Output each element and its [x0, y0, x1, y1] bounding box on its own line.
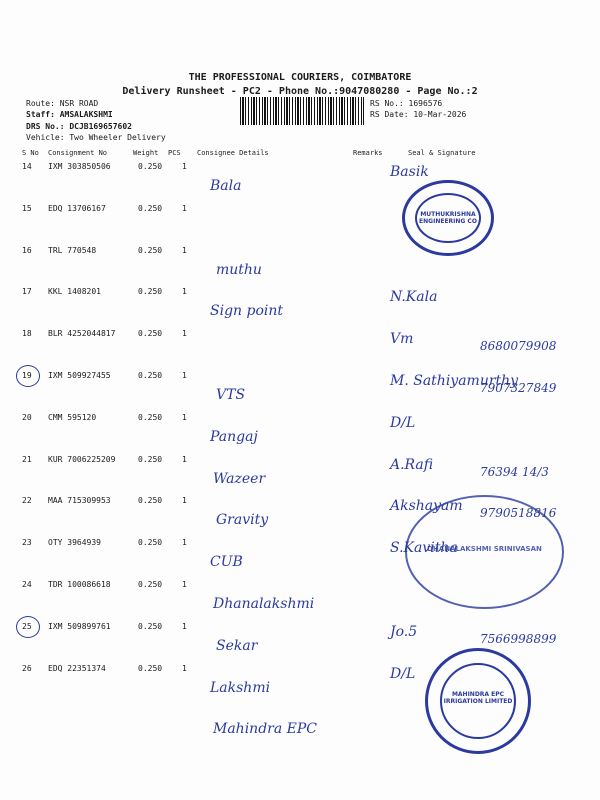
row-circle-mark: [16, 365, 40, 387]
col-seal: Seal & Signature: [408, 149, 476, 157]
consignee-handwriting: VTS: [216, 387, 246, 403]
row-pcs: 1: [182, 329, 187, 339]
row-pcs: 1: [182, 371, 187, 380]
row-weight: 0.250: [138, 412, 163, 422]
consignee-handwriting: muthu: [216, 261, 262, 278]
signature-handwriting: N.Kala: [390, 289, 438, 306]
stamp-text: MUTHUKRISHNA ENGINEERING CO: [419, 211, 477, 225]
row-weight: 0.250: [138, 287, 163, 297]
consignee-handwriting: CUB: [210, 554, 243, 571]
row-sno: 15: [22, 203, 32, 213]
col-remarks: Remarks: [353, 149, 383, 157]
col-sno: S No: [22, 149, 39, 157]
row-consignment: TRL 770548: [48, 245, 97, 255]
col-pcs: PCS: [168, 149, 181, 157]
signature-handwriting: D/L: [390, 414, 416, 431]
header-title: THE PROFESSIONAL COURIERS, COIMBATORE: [188, 72, 412, 83]
row-consignment: OTY 3964939: [48, 538, 101, 548]
row-consignment: EDQ 22351374: [48, 663, 106, 673]
stamp-text: DHANALAKSHMI SRINIVASAN: [427, 545, 542, 553]
row-pcs: 1: [182, 203, 187, 213]
consignee-handwriting: Gravity: [216, 512, 269, 529]
row-pcs: 1: [182, 496, 187, 506]
staff: Staff: AMSALAKSHMI: [26, 110, 113, 119]
row-consignment: IXM 509927455: [48, 371, 111, 380]
barcode: [240, 97, 364, 125]
row-sno: 20: [22, 412, 32, 422]
row-pcs: 1: [182, 454, 187, 464]
row-consignment: IXM 509899761: [48, 621, 111, 631]
row-sno: 19: [22, 371, 32, 380]
row-sno: 26: [22, 663, 32, 673]
stamp-dhanalakshmi: [405, 495, 564, 609]
remark-handwriting: 7566998899: [480, 631, 557, 646]
route: Route: NSR ROAD: [26, 99, 99, 108]
consignee-handwriting: Lakshmi: [210, 679, 271, 696]
drs-no: DRS No.: DCJB169657602: [26, 122, 132, 131]
row-sno: 22: [22, 496, 32, 506]
row-pcs: 1: [182, 287, 187, 297]
row-pcs: 1: [182, 245, 187, 255]
row-pcs: 1: [182, 663, 187, 673]
row-pcs: 1: [182, 412, 187, 422]
consignee-handwriting: Sekar: [216, 637, 258, 654]
signature-handwriting: A.Rafi: [390, 456, 434, 473]
row-weight: 0.250: [138, 245, 163, 255]
col-consignee: Consignee Details: [197, 149, 269, 157]
row-sno: 24: [22, 580, 32, 589]
row-pcs: 1: [182, 162, 187, 171]
row-sno: 25: [22, 621, 32, 631]
row-consignment: MAA 715309953: [48, 496, 111, 506]
row-consignment: EDQ 13706167: [48, 203, 106, 213]
remark-handwriting: 9790518816: [480, 506, 557, 521]
row-weight: 0.250: [138, 621, 163, 631]
row-sno: 18: [22, 329, 32, 339]
row-pcs: 1: [182, 621, 187, 631]
row-consignment: KUR 7006225209: [48, 454, 116, 464]
signature-handwriting: Basik: [390, 164, 429, 180]
row-sno: 23: [22, 538, 32, 548]
row-weight: 0.250: [138, 203, 163, 213]
consignee-handwriting: Dhanalakshmi: [213, 596, 315, 612]
vehicle: Vehicle: Two Wheeler Delivery: [26, 133, 166, 142]
row-weight: 0.250: [138, 454, 163, 464]
remark-handwriting: 7907327849: [480, 381, 557, 395]
row-weight: 0.250: [138, 371, 163, 380]
row-consignment: BLR 4252044817: [48, 329, 116, 339]
consignee-handwriting: Wazeer: [213, 470, 266, 487]
consignee-handwriting: Pangaj: [210, 428, 258, 445]
row-pcs: 1: [182, 538, 187, 548]
row-sno: 16: [22, 245, 32, 255]
row-sno: 14: [22, 162, 32, 171]
row-weight: 0.250: [138, 162, 163, 171]
row-sno: 17: [22, 287, 32, 297]
signature-handwriting: M. Sathiyamurthy: [390, 373, 519, 389]
rs-date: RS Date: 10-Mar-2026: [370, 110, 467, 119]
signature-handwriting: D/L: [390, 665, 416, 682]
row-sno: 21: [22, 454, 32, 464]
col-weight: Weight: [133, 149, 159, 157]
rs-no: RS No.: 1696576: [370, 99, 443, 108]
signature-handwriting: S.Kavitha: [390, 540, 458, 557]
consignee-handwriting: Mahindra EPC: [213, 721, 317, 738]
row-consignment: TDR 100086618: [48, 580, 111, 589]
signature-handwriting: Akshayam: [390, 498, 463, 515]
remark-handwriting: 8680079908: [480, 339, 557, 354]
remark-handwriting: 76394 14/3: [480, 464, 549, 479]
row-pcs: 1: [182, 580, 187, 589]
row-circle-mark: [16, 616, 40, 638]
consignee-handwriting: Sign point: [210, 303, 284, 320]
row-weight: 0.250: [138, 329, 163, 339]
signature-handwriting: Jo.5: [390, 623, 418, 640]
stamp-mahindra: [425, 648, 531, 754]
header-subtitle: Delivery Runsheet - PC2 - Phone No.:9047080280 - Page No.:2: [122, 86, 478, 97]
consignee-handwriting: Bala: [210, 178, 242, 194]
stamp-text: MAHINDRA EPC IRRIGATION LIMITED: [443, 691, 513, 705]
row-weight: 0.250: [138, 538, 163, 548]
row-weight: 0.250: [138, 496, 163, 506]
row-consignment: CMM 595120: [48, 412, 97, 422]
row-consignment: IXM 303850506: [48, 162, 111, 171]
stamp-muthukrishna: [402, 180, 494, 256]
row-consignment: KKL 1408201: [48, 287, 101, 297]
row-weight: 0.250: [138, 663, 163, 673]
row-weight: 0.250: [138, 580, 163, 589]
col-consignment: Consignment No: [48, 149, 108, 157]
signature-handwriting: Vm: [390, 331, 414, 348]
